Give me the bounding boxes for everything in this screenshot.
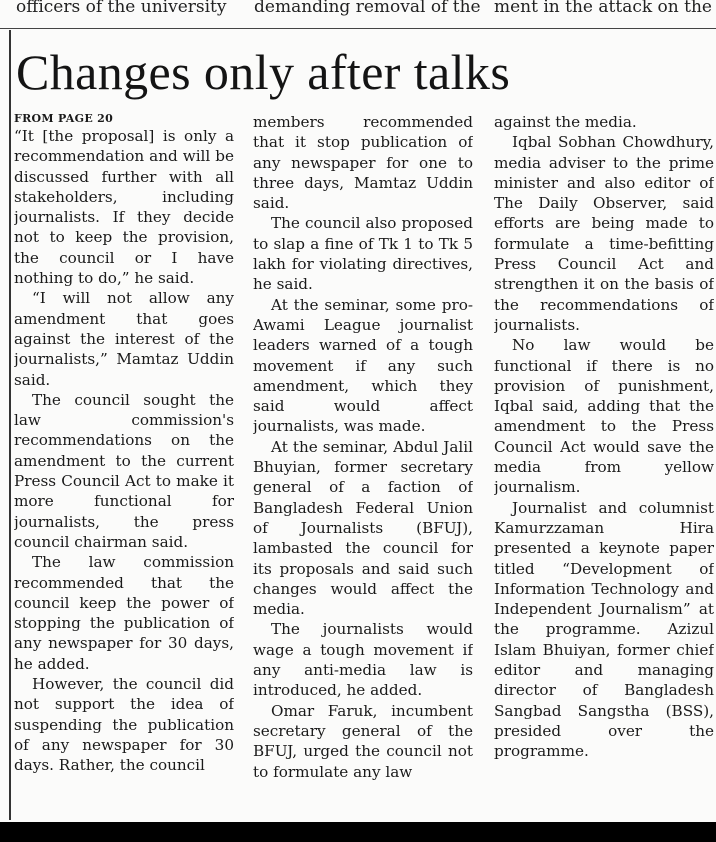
top-fragment-2: demanding removal of the: [254, 0, 481, 17]
article-column-2: [253, 112, 473, 824]
top-divider: [0, 28, 716, 29]
paragraph: against the media.: [494, 113, 637, 131]
paragraph: members recommended that it stop publication of any newspaper for one to three days, Mamtaz Uddin said.: [253, 113, 473, 213]
paragraph: At the seminar, some pro-Awami League journalist leaders warned of a tough movement if any such amendment, which they said would affect journalists, was made.: [253, 295, 473, 436]
paragraph: Journalist and columnist Kamurzzaman Hira presented a keynote paper titled “Development of Information Technology and Independent Journalism” at the programme. Azizul Islam Bhuiyan, former chief editor and managing director of Bangladesh Sangbad Sangstha (BSS), presided over the programme.: [494, 498, 714, 761]
paragraph: Iqbal Sobhan Chowdhury, media adviser to the prime minister and also editor of The Daily Observer, said efforts are being made to formulate a time-befitting Press Council Act and strengthen it on the basis of the recommendations of journalists.: [494, 133, 714, 334]
left-margin-rule: [9, 30, 11, 820]
article-column-1: [14, 112, 234, 824]
paragraph: “It [the proposal] is only a recommendation and will be discussed further with all stakeholders, including journalists. If they decide not to keep the provision, the council or I have nothing to do,” he said.: [14, 127, 234, 288]
paragraph: No law would be functional if there is no provision of punishment, Iqbal said, adding that the amendment to the Press Council Act would save the media from yellow journalism.: [494, 336, 714, 497]
paragraph: The journalists would wage a tough movement if any anti-media law is introduced, he added.: [253, 620, 473, 700]
paragraph: Omar Faruk, incumbent secretary general of the BFUJ, urged the council not to formulate any law: [253, 701, 473, 781]
paragraph: The council sought the law commission's recommendations on the amendment to the current Press Council Act to make it more functional for journalists, the press council chairman said.: [14, 390, 234, 551]
top-fragment-1: officers of the university: [16, 0, 227, 17]
top-fragment-3: ment in the attack on the: [494, 0, 712, 17]
paragraph: The council also proposed to slap a fine of Tk 1 to Tk 5 lakh for violating directives, he said.: [253, 214, 473, 294]
scan-bottom-edge: [0, 822, 716, 842]
paragraph: At the seminar, Abdul Jalil Bhuyian, former secretary general of a faction of Bangladesh Federal Union of Journalists (BFUJ), lambasted the council for its proposals and said such changes would affect the media.: [253, 437, 473, 619]
previous-article-fragment: [0, 0, 716, 24]
article-headline: Changes only after talks: [16, 44, 511, 100]
jump-line: FROM PAGE 20: [14, 112, 114, 125]
paragraph: “I will not allow any amendment that goes against the interest of the journalists,” Mamtaz Uddin said.: [14, 289, 234, 389]
paragraph: The law commission recommended that the council keep the power of stopping the publication of any newspaper for 30 days, he added.: [14, 553, 234, 673]
article-column-3: [494, 112, 714, 824]
paragraph: However, the council did not support the idea of suspending the publication of any newspaper for 30 days. Rather, the council: [14, 675, 234, 775]
